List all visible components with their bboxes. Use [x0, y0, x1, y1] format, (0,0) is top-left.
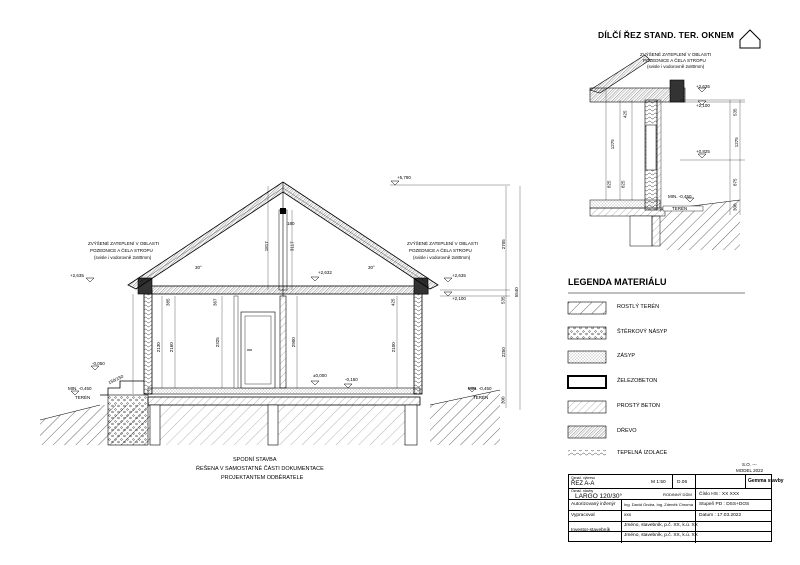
- detail-dim-r3: 300: [732, 203, 738, 212]
- dim-2160: 2160: [168, 342, 174, 353]
- caption-3: PROJEKTANTEM ODBĚRATELE: [221, 475, 304, 481]
- level-left-top: +2,635: [70, 273, 84, 278]
- dim-step: 150/150: [107, 373, 125, 386]
- legend-item-1: ŠTĚRKOVÝ NÁSYP: [617, 329, 668, 335]
- level-ridge: +5,780: [397, 175, 411, 180]
- revision-so: S.O. ---: [742, 462, 757, 467]
- legend-item-2: ZÁSYP: [617, 353, 636, 359]
- dim-535: 535: [500, 296, 506, 305]
- caption-2: ŘEŠENA V SAMOSTATNÉ ČÁSTI DOKUMENTACE: [196, 466, 324, 472]
- level-floor-r: -0,150: [345, 377, 358, 382]
- note-left-1: ZVÝŠENÉ ZATEPLENÍ V OBLASTI: [88, 241, 159, 246]
- legend-item-0: ROSTLÝ TERÉN: [617, 304, 660, 310]
- dim-2130: 2130: [155, 342, 161, 353]
- dim-180: 180: [287, 221, 295, 226]
- dim-367: 367: [212, 298, 218, 307]
- legend-item-6: TEPELNÁ IZOLACE: [617, 450, 668, 456]
- note-right-2: POZEDNICE A ČELA STROPU: [409, 248, 472, 253]
- main-section: [40, 181, 520, 445]
- tb-stavba-value: LARGO 120/30°: [575, 493, 623, 500]
- detail-level-0: +2,635: [696, 84, 710, 89]
- detail-level-1: +2,100: [696, 103, 710, 108]
- terrain-left: MIN. -0,450: [68, 386, 92, 391]
- tb-stavba-label: Označ. stavby: [571, 489, 594, 493]
- terrain-right: MIN. -0,450: [468, 386, 492, 391]
- note-left-3: (svisle i vodorovně 2x80mm): [94, 255, 152, 260]
- dim-2900: 2900: [290, 337, 296, 348]
- detail-dim-l1: 1275: [609, 139, 615, 150]
- level-floor: ±0,000: [313, 373, 327, 378]
- title-block: [568, 474, 784, 542]
- detail-note-3: (svisle i vodorovně 2x80mm): [647, 64, 705, 69]
- level-right-mid: +2,100: [452, 296, 466, 301]
- tb-engineer-label: Autorizovaný inženýr: [571, 502, 616, 507]
- tb-name-label: Označ. výkresu: [571, 476, 596, 480]
- dim-2250: 2250: [500, 347, 506, 358]
- detail-dim-l0: 425: [622, 110, 628, 119]
- tb-stage: Stupeň PD : DSS+DOS: [699, 502, 750, 507]
- angle-right: 30°: [368, 265, 375, 270]
- tb-cislo: Číslo HS : XX XXX: [699, 492, 740, 497]
- level-ceiling: +2,632: [318, 270, 332, 275]
- dim-1817: 1817: [263, 241, 269, 252]
- dim-2100: 2100: [390, 342, 396, 353]
- detail-title: DÍLČÍ ŘEZ STAND. TER. OKNEM: [598, 30, 735, 40]
- note-right-1: ZVÝŠENÉ ZATEPLENÍ V OBLASTI: [407, 241, 478, 246]
- note-right-3: (svisle i vodorovně 2x80mm): [413, 255, 471, 260]
- tb-name-value: ŘEZ A-A: [571, 481, 595, 487]
- tb-sheet: D.06: [677, 480, 688, 485]
- legend-title: LEGENDA MATERIÁLU: [568, 277, 667, 287]
- dim-2325: 2325: [214, 337, 220, 348]
- detail-note-2: POZEDNICE A ČELA STROPU: [643, 58, 706, 63]
- legend-item-5: DŘEVO: [617, 428, 637, 434]
- dim-300: 300: [500, 396, 506, 405]
- terrain-left-label: TERÉN: [75, 395, 91, 400]
- caption-1: SPODNÍ STAVBA: [233, 457, 277, 463]
- revision-model: MODEL 2022: [736, 468, 764, 473]
- detail-terrain: TERÉN: [672, 206, 688, 211]
- detail-level-3: MIN. -0,450: [668, 194, 692, 199]
- detail-dim-r1: 1275: [733, 137, 739, 148]
- dim-425: 425: [390, 298, 396, 307]
- legend-item-3: ŽELEZOBETON: [617, 378, 658, 384]
- detail-level-2: +0,825: [696, 149, 710, 154]
- detail-dim-r2: 875: [732, 178, 738, 187]
- tb-investor-value-1: Jméno, stavebník, p.č. XX, k.ú. XX: [624, 523, 698, 528]
- terrain-right-label: TERÉN: [473, 395, 489, 400]
- legend-item-4: PROSTÝ BETON: [617, 403, 660, 409]
- detail-dim-r0: 535: [732, 108, 738, 117]
- detail-note-1: ZVÝŠENÉ ZATEPLENÍ V OBLASTI: [640, 52, 711, 57]
- dim-2705: 2705: [500, 239, 506, 250]
- level-left-low: -0,050: [92, 361, 105, 366]
- tb-investor-value-2: Jméno, stavebník, p.č. XX, k.ú. XX: [624, 533, 698, 538]
- tb-logo: Gemma stavby: [748, 478, 784, 484]
- tb-scale: M 1:50: [651, 480, 666, 485]
- tb-engineer-value: Ing. David Ondra, Ing. Zdeněk Chroma: [624, 502, 693, 507]
- note-left-2: POZEDNICE A ČELA STROPU: [90, 248, 153, 253]
- detail-dim-l3: 825: [620, 180, 626, 189]
- tb-house-type: RODINNÝ DŮM: [663, 492, 692, 497]
- tb-prepared-label: Vypracoval: [571, 513, 595, 518]
- detail-dim-l2: 825: [606, 180, 612, 189]
- dim-3117: 3117: [289, 241, 295, 252]
- level-right-top: +2,635: [452, 273, 466, 278]
- home-badge-icon: [740, 30, 760, 48]
- tb-prepared-value: xxx: [624, 513, 632, 518]
- legend-swatches: [568, 293, 745, 456]
- dim-385: 385: [165, 298, 171, 307]
- angle-left: 30°: [195, 265, 202, 270]
- tb-investor-label: Investor-stavebník: [571, 528, 611, 533]
- tb-date: Datum : 17.03.2022: [699, 513, 742, 518]
- dim-5540: 5540: [513, 287, 519, 298]
